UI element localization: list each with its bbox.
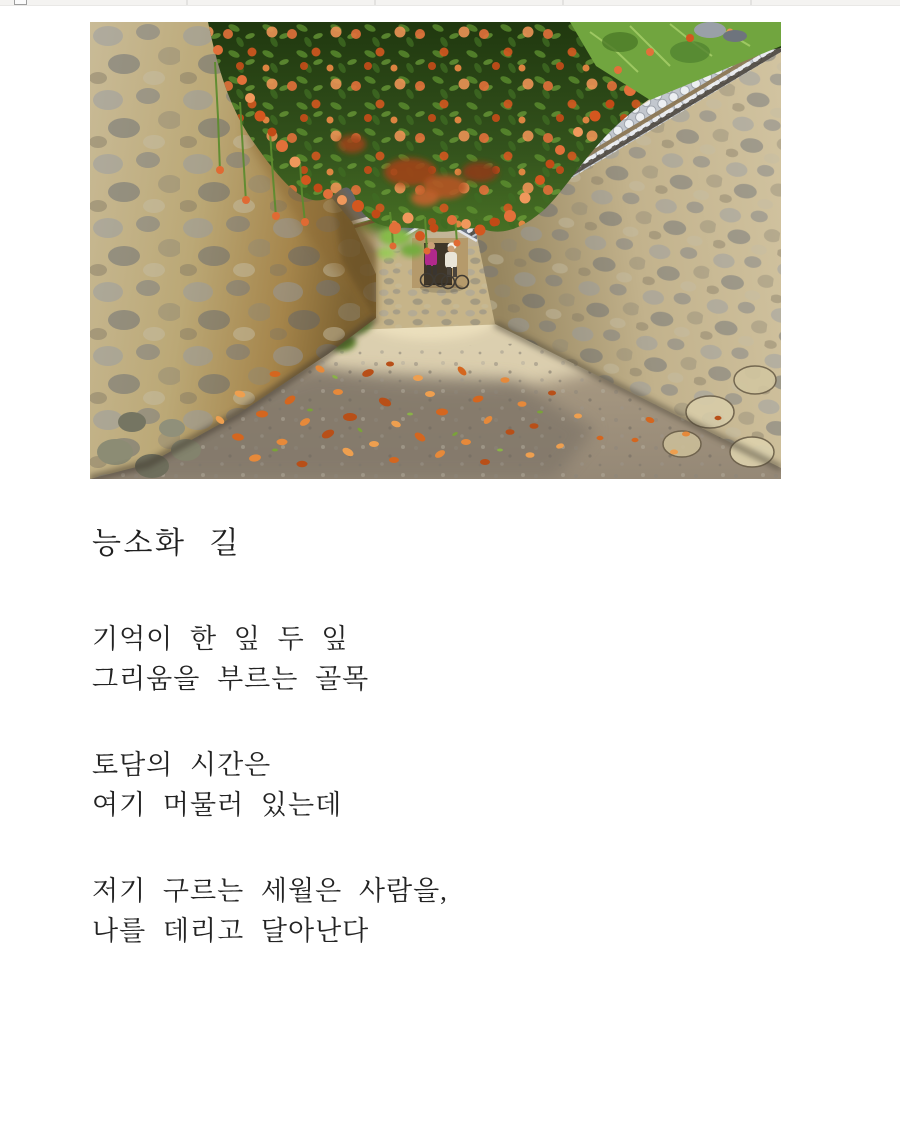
poem-title: 능소화 길 [92,527,241,560]
poem-stanza-1 [92,619,712,699]
browser-edge-strip [0,0,900,6]
poem-line: 저기 구르는 세월은 사람을, [92,876,448,906]
poem-block [92,527,712,997]
poem-line: 토담의 시간은 [92,750,272,780]
alley-photo [90,22,781,479]
poem-line: 그리움을 부르는 골목 [92,664,370,694]
poem-line: 나를 데리고 달아난다 [92,916,370,946]
poem-line: 기억이 한 잎 두 잎 [92,624,349,654]
partial-toolbar-icon[interactable] [14,0,27,5]
poem-stanza-2 [92,745,712,825]
poem-line: 여기 머물러 있는데 [92,790,343,820]
poem-stanza-3 [92,871,712,951]
